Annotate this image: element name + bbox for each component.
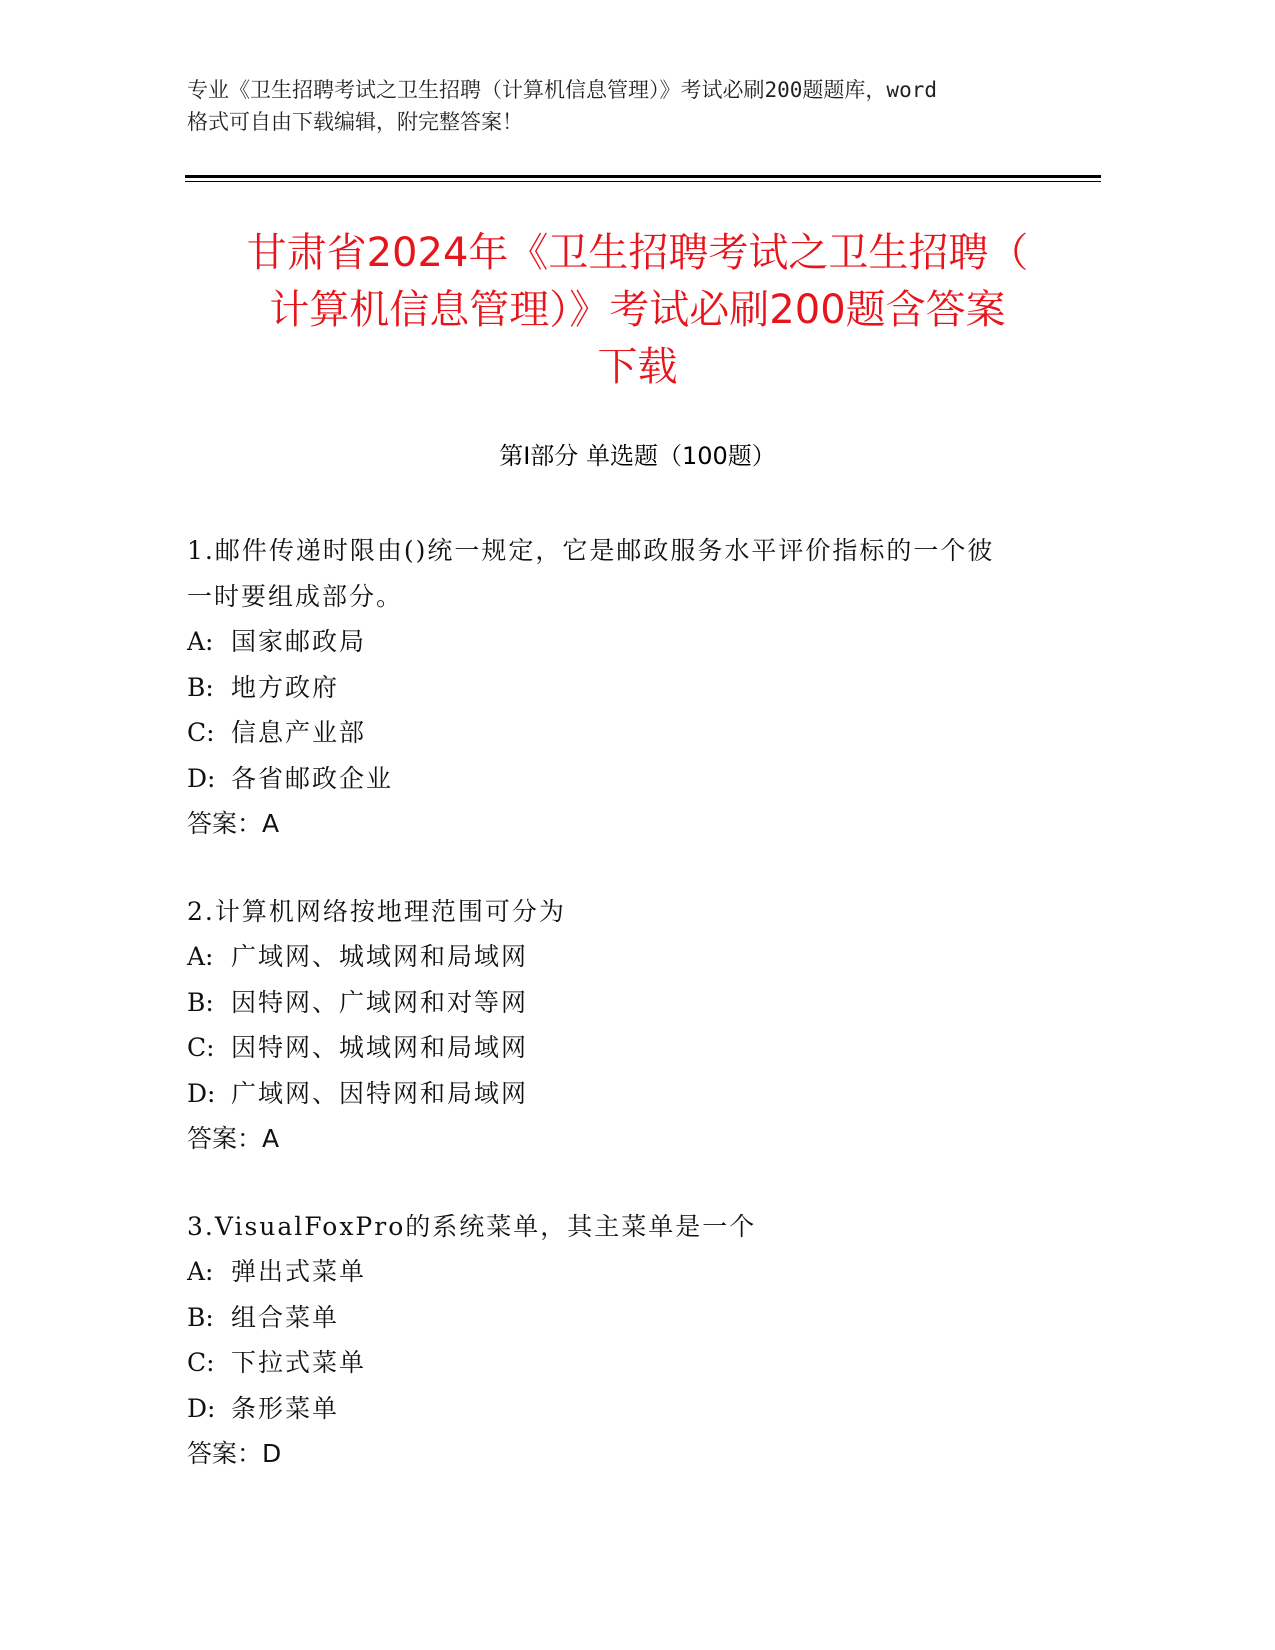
option-letter: A: — [187, 942, 214, 971]
option-letter: C: — [187, 718, 215, 747]
option-letter: B: — [187, 987, 214, 1017]
option-a — [187, 934, 1087, 980]
option-letter: D: — [187, 1078, 216, 1108]
option-text: 广域网、因特网和局域网 — [231, 1078, 529, 1108]
option-text: 地方政府 — [231, 672, 340, 702]
option-text: 因特网、城域网和局域网 — [231, 1033, 529, 1062]
option-text: 广域网、城域网和局域网 — [231, 942, 529, 971]
header-note-line: 专业《卫生招聘考试之卫生招聘（计算机信息管理）》考试必刷200题题库，word — [187, 78, 937, 102]
option-text: 下拉式菜单 — [231, 1348, 367, 1377]
answer-line: 答案：A — [187, 809, 280, 838]
option-letter: C: — [187, 1348, 215, 1377]
question-item — [187, 528, 1087, 847]
option-d — [187, 756, 1087, 802]
option-text: 条形菜单 — [231, 1393, 340, 1423]
option-text: 国家邮政局 — [231, 627, 367, 656]
answer-line: 答案：D — [187, 1439, 282, 1468]
header-divider-thin — [185, 181, 1101, 182]
option-b — [187, 980, 1087, 1026]
option-letter: C: — [187, 1033, 215, 1062]
option-letter: A: — [187, 627, 214, 656]
title-line: 甘肃省2024年《卫生招聘考试之卫生招聘（ — [246, 230, 1029, 276]
option-b — [187, 1295, 1087, 1341]
option-text: 各省邮政企业 — [231, 763, 394, 793]
document-title — [150, 225, 1125, 396]
question-item — [187, 1204, 1087, 1477]
option-c — [187, 1340, 1087, 1386]
option-c — [187, 1025, 1087, 1071]
header-divider — [185, 175, 1101, 178]
title-line: 计算机信息管理）》考试必刷200题含答案 — [269, 287, 1006, 333]
option-text: 信息产业部 — [231, 718, 367, 747]
question-stem: 一时要组成部分。 — [187, 581, 404, 611]
option-d — [187, 1071, 1087, 1117]
option-b — [187, 665, 1087, 711]
option-letter: D: — [187, 763, 216, 793]
option-letter: D: — [187, 1393, 216, 1423]
answer-line: 答案：A — [187, 1124, 280, 1153]
header-note-line: 格式可自由下载编辑，附完整答案！ — [187, 110, 523, 134]
question-stem: 2.计算机网络按地理范围可分为 — [187, 896, 566, 926]
question-stem: 1.邮件传递时限由()统一规定，它是邮政服务水平评价指标的一个彼 — [187, 536, 995, 565]
option-text: 弹出式菜单 — [231, 1257, 367, 1286]
option-text: 组合菜单 — [231, 1302, 340, 1332]
header-note — [187, 74, 1087, 138]
option-text: 因特网、广域网和对等网 — [231, 987, 529, 1017]
question-list — [187, 528, 1087, 1519]
option-letter: B: — [187, 672, 214, 702]
option-a — [187, 619, 1087, 665]
option-letter: A: — [187, 1257, 214, 1286]
section-heading: 第I部分 单选题（100题） — [499, 442, 776, 470]
question-item — [187, 889, 1087, 1162]
option-c — [187, 710, 1087, 756]
option-letter: B: — [187, 1302, 214, 1332]
question-stem: 3.VisualFoxPro的系统菜单，其主菜单是一个 — [187, 1211, 757, 1241]
title-line: 下载 — [597, 344, 678, 390]
option-a — [187, 1249, 1087, 1295]
option-d — [187, 1386, 1087, 1432]
